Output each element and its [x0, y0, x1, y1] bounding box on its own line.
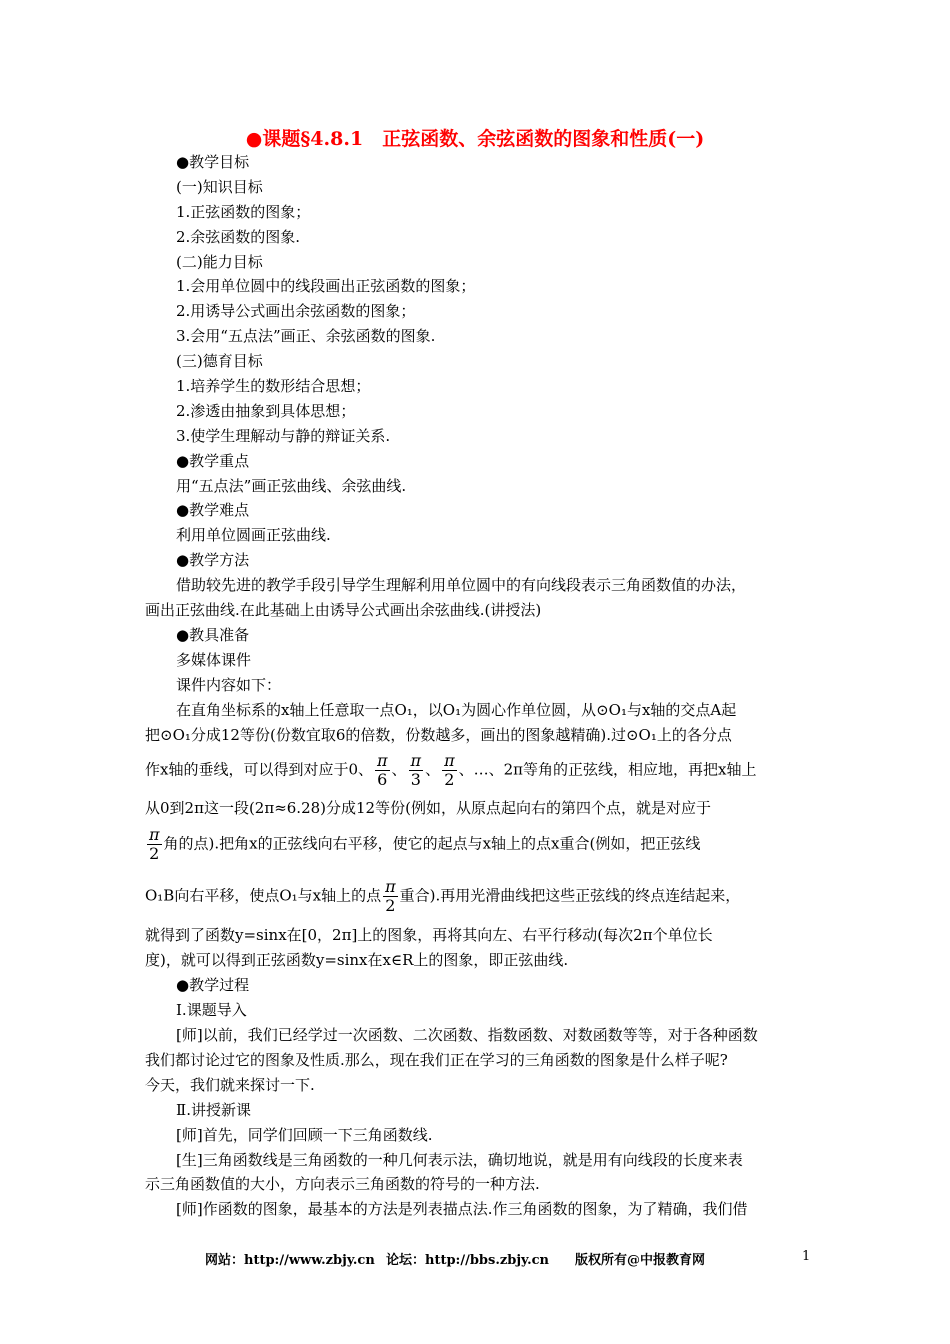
text-line-with-fraction [145, 878, 740, 915]
text-line: 借助较先进的教学手段引导学生理解利用单位圆中的有向线段表示三角函数值的办法， [176, 576, 747, 594]
footer-site-link[interactable]: 网站：http://www.zbjy.cn [205, 1253, 375, 1268]
text-line: 把⊙O₁分成12等份(份数宜取6的倍数，份数越多，画出的图象越精确).过⊙O₁上的各分点 [145, 726, 732, 744]
footer-copyright: 版权所有@中报教育网 [575, 1253, 706, 1268]
text-line: 多媒体课件 [176, 651, 252, 669]
text-segment: 、 [391, 760, 407, 779]
subheading-new-lesson: Ⅱ.讲授新课 [176, 1101, 251, 1119]
text-segment: 、 [425, 760, 441, 779]
subheading-knowledge: (一)知识目标 [176, 178, 263, 196]
text-line: 就得到了函数y=sinx在[0，2π]上的图象，再将其向左、右平行移动(每次2π个单位长 [145, 926, 713, 944]
text-line: 2.用诱导公式画出余弦函数的图象； [176, 302, 416, 320]
section-heading-methods: ●教学方法 [176, 551, 250, 569]
section-heading-objectives: ●教学目标 [176, 153, 250, 171]
text-line-with-fraction [145, 826, 700, 863]
section-heading-key-points: ●教学重点 [176, 452, 250, 470]
text-line: 从0到2π这一段(2π≈6.28)分成12等份(例如，从原点起向右的第四个点，就是对应于 [145, 799, 711, 817]
text-line: 利用单位圆画正弦曲线. [176, 526, 331, 544]
fraction-pi-over-2: $\frac{\pi}{2}$ [444, 751, 455, 789]
text-segment: 作x轴的垂线，可以得到对应于0、 [145, 760, 374, 779]
text-line: 今天，我们就来探讨一下. [145, 1076, 315, 1094]
fraction-pi-over-3: $\frac{\pi}{3}$ [410, 751, 422, 789]
footer-forum-link[interactable]: 论坛：http://bbs.zbjy.cn [386, 1253, 550, 1268]
text-line: 1.培养学生的数形结合思想； [176, 377, 371, 395]
section-heading-difficulties: ●教学难点 [176, 501, 250, 519]
text-line: [师]作函数的图象，最基本的方法是列表描点法.作三角函数的图象，为了精确，我们借 [176, 1200, 748, 1218]
text-line-with-fractions [145, 752, 756, 789]
page-title: ●课题§4.8.1 正弦函数、余弦函数的图象和性质(一) [245, 128, 705, 150]
subheading-moral: (三)德育目标 [176, 352, 263, 370]
text-segment: 、…、2π等角的正弦线，相应地，再把x轴上 [458, 760, 757, 779]
text-line: 3.会用“五点法”画正、余弦函数的图象. [176, 327, 436, 345]
text-line: 1.会用单位圆中的线段画出正弦函数的图象； [176, 277, 476, 295]
text-line: 在直角坐标系的x轴上任意取一点O₁，以O₁为圆心作单位圆，从⊙O₁与x轴的交点A起 [176, 701, 737, 719]
subheading-intro: Ⅰ.课题导入 [176, 1001, 247, 1019]
section-heading-process: ●教学过程 [176, 976, 250, 994]
text-line: 用“五点法”画正弦曲线、余弦曲线. [176, 477, 407, 495]
page-number: 1 [802, 1249, 811, 1264]
text-line: 画出正弦曲线.在此基础上由诱导公式画出余弦曲线.(讲授法) [145, 601, 542, 619]
text-line: 1.正弦函数的图象； [176, 203, 311, 221]
text-line: 课件内容如下： [176, 676, 282, 694]
fraction-pi-over-2: $\frac{\pi}{2}$ [149, 825, 160, 863]
text-segment: 重合).再用光滑曲线把这些正弦线的终点连结起来， [399, 886, 741, 905]
text-line: 2.余弦函数的图象. [176, 228, 301, 246]
text-line: 3.使学生理解动与静的辩证关系. [176, 427, 391, 445]
text-line: 我们都讨论过它的图象及性质.那么，现在我们正在学习的三角函数的图象是什么样子呢? [145, 1051, 728, 1069]
text-line: [师]以前，我们已经学过一次函数、二次函数、指数函数、对数函数等等，对于各种函数 [176, 1026, 758, 1044]
section-heading-tools: ●教具准备 [176, 626, 250, 644]
text-line: 2.渗透由抽象到具体思想； [176, 402, 356, 420]
text-segment: 角的点).把角x的正弦线向右平移，使它的起点与x轴上的点x重合(例如，把正弦线 [163, 834, 701, 853]
text-line: 度)，就可以得到正弦函数y=sinx在x∈R上的图象，即正弦曲线. [145, 951, 569, 969]
fraction-pi-over-6: $\frac{\pi}{6}$ [377, 751, 388, 789]
text-line: [生]三角函数线是三角函数的一种几何表示法，确切地说，就是用有向线段的长度来表 [176, 1151, 743, 1169]
fraction-pi-over-2: $\frac{\pi}{2}$ [385, 877, 396, 915]
text-line: [师]首先，同学们回顾一下三角函数线. [176, 1126, 433, 1144]
text-segment: O₁B向右平移，使点O₁与x轴上的点 [145, 886, 382, 905]
text-line: 示三角函数值的大小，方向表示三角函数的符号的一种方法. [145, 1175, 540, 1193]
subheading-ability: (二)能力目标 [176, 253, 263, 271]
